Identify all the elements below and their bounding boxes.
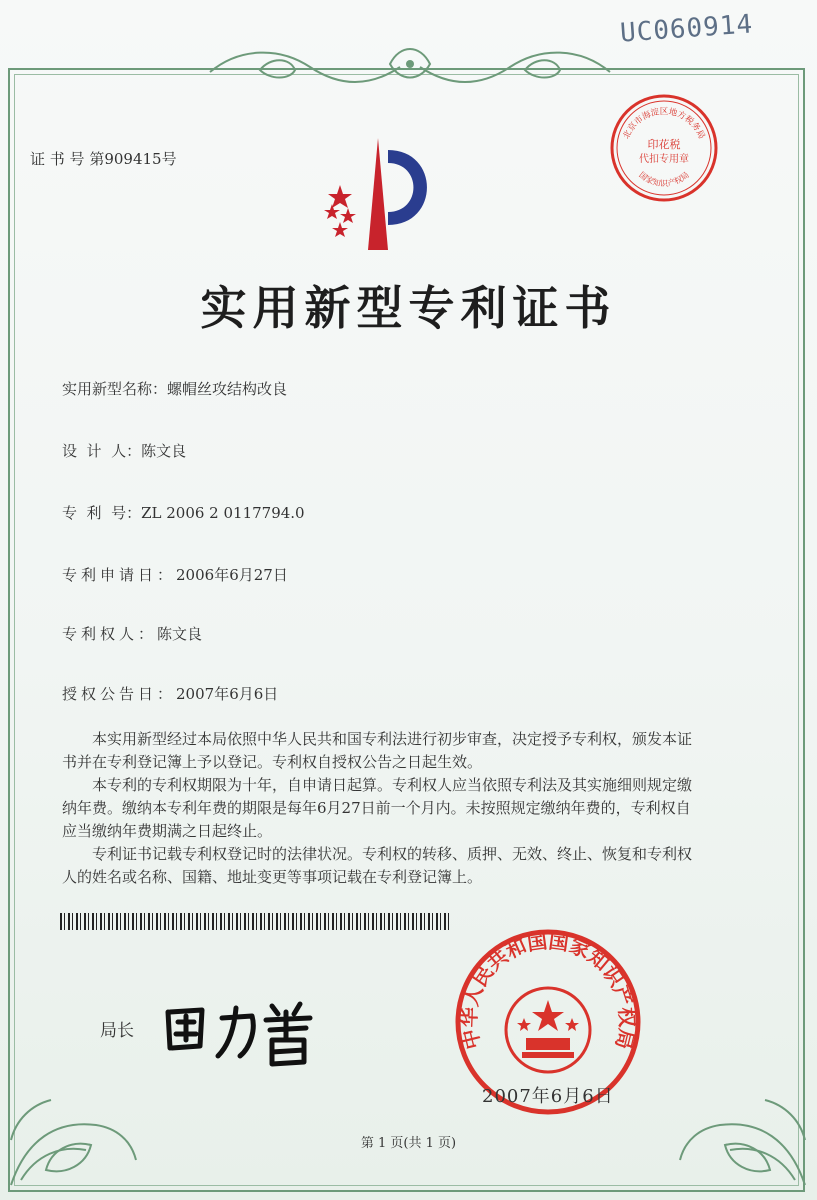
tax-seal-line2: 代扣专用章 (639, 154, 689, 165)
field-patentee (62, 623, 202, 644)
tax-seal-outer-text: 北京市海淀区地方税务局 (621, 107, 707, 141)
patent-office-emblem (310, 130, 440, 260)
certificate-title: 实用新型专利证书 (200, 281, 617, 335)
page-number: 第 1 页(共 1 页) (360, 1136, 457, 1151)
grant-date-value: 2007年6月6日 (176, 685, 279, 703)
top-ornament (200, 42, 620, 92)
barcode (60, 913, 452, 930)
filing-date-label: 专利申请日： (62, 566, 177, 584)
certificate-number-value: 第909415号 (89, 150, 177, 168)
field-filing-date (62, 564, 288, 585)
handwritten-code: UC060914 (619, 9, 755, 49)
patent-number-value: ZL 2006 2 0117794.0 (141, 504, 305, 522)
svg-text:中华人民共和国国家知识产权局 (457, 929, 640, 1052)
field-designer (62, 440, 186, 461)
field-patent-number (62, 502, 305, 523)
patentee-label: 专利权人： (62, 625, 158, 643)
grant-date-label: 授权公告日： (62, 685, 177, 703)
field-grant-date (62, 683, 278, 704)
tax-seal-line1: 印花税 (647, 138, 681, 151)
name-value: 螺帽丝攻结构改良 (167, 380, 288, 398)
certificate-body (62, 728, 692, 889)
official-seal-date: 2007年6月6日 (482, 1086, 614, 1107)
official-seal-text: 中华人民共和国国家知识产权局 (456, 928, 640, 1052)
body-paragraph-3: 专利证书记载专利权登记时的法律状况。专利权的转移、质押、无效、终止、恢复和专利权人的姓名或名称、国籍、地址变更等事项记载在专利登记簿上。 (62, 845, 693, 886)
name-label: 实用新型名称： (62, 380, 168, 398)
body-paragraph-1: 本实用新型经过本局依照中华人民共和国专利法进行初步审查，决定授予专利权，颁发本证书并在专利登记簿上予以登记。专利权自授权公告之日起生效。 (62, 730, 693, 771)
patent-number-label: 专 利 号： (62, 504, 142, 522)
svg-text:国家知识产权局 (637, 170, 691, 188)
body-paragraph-2: 本专利的专利权期限为十年，自申请日起算。专利权人应当依照专利法及其实施细则规定缴纳年费。缴纳本专利年费的期限是每年6月27日前一个月内。未按照规定缴纳年费的，专利权自应当缴纳年费期满之日起终止。 (62, 776, 693, 840)
patentee-value: 陈文良 (157, 625, 203, 643)
director-label: 局长 (100, 1021, 134, 1041)
director-signature (160, 990, 330, 1070)
tax-seal-bottom-text: 国家知识产权局 (637, 170, 691, 189)
certificate-number-label: 证 书 号 (30, 150, 90, 168)
field-utility-model-name (62, 378, 287, 399)
tax-seal (608, 92, 720, 204)
filing-date-value: 2006年6月27日 (176, 566, 288, 584)
designer-label: 设 计 人： (62, 442, 142, 460)
certificate-number (30, 148, 177, 169)
designer-value: 陈文良 (141, 442, 187, 460)
